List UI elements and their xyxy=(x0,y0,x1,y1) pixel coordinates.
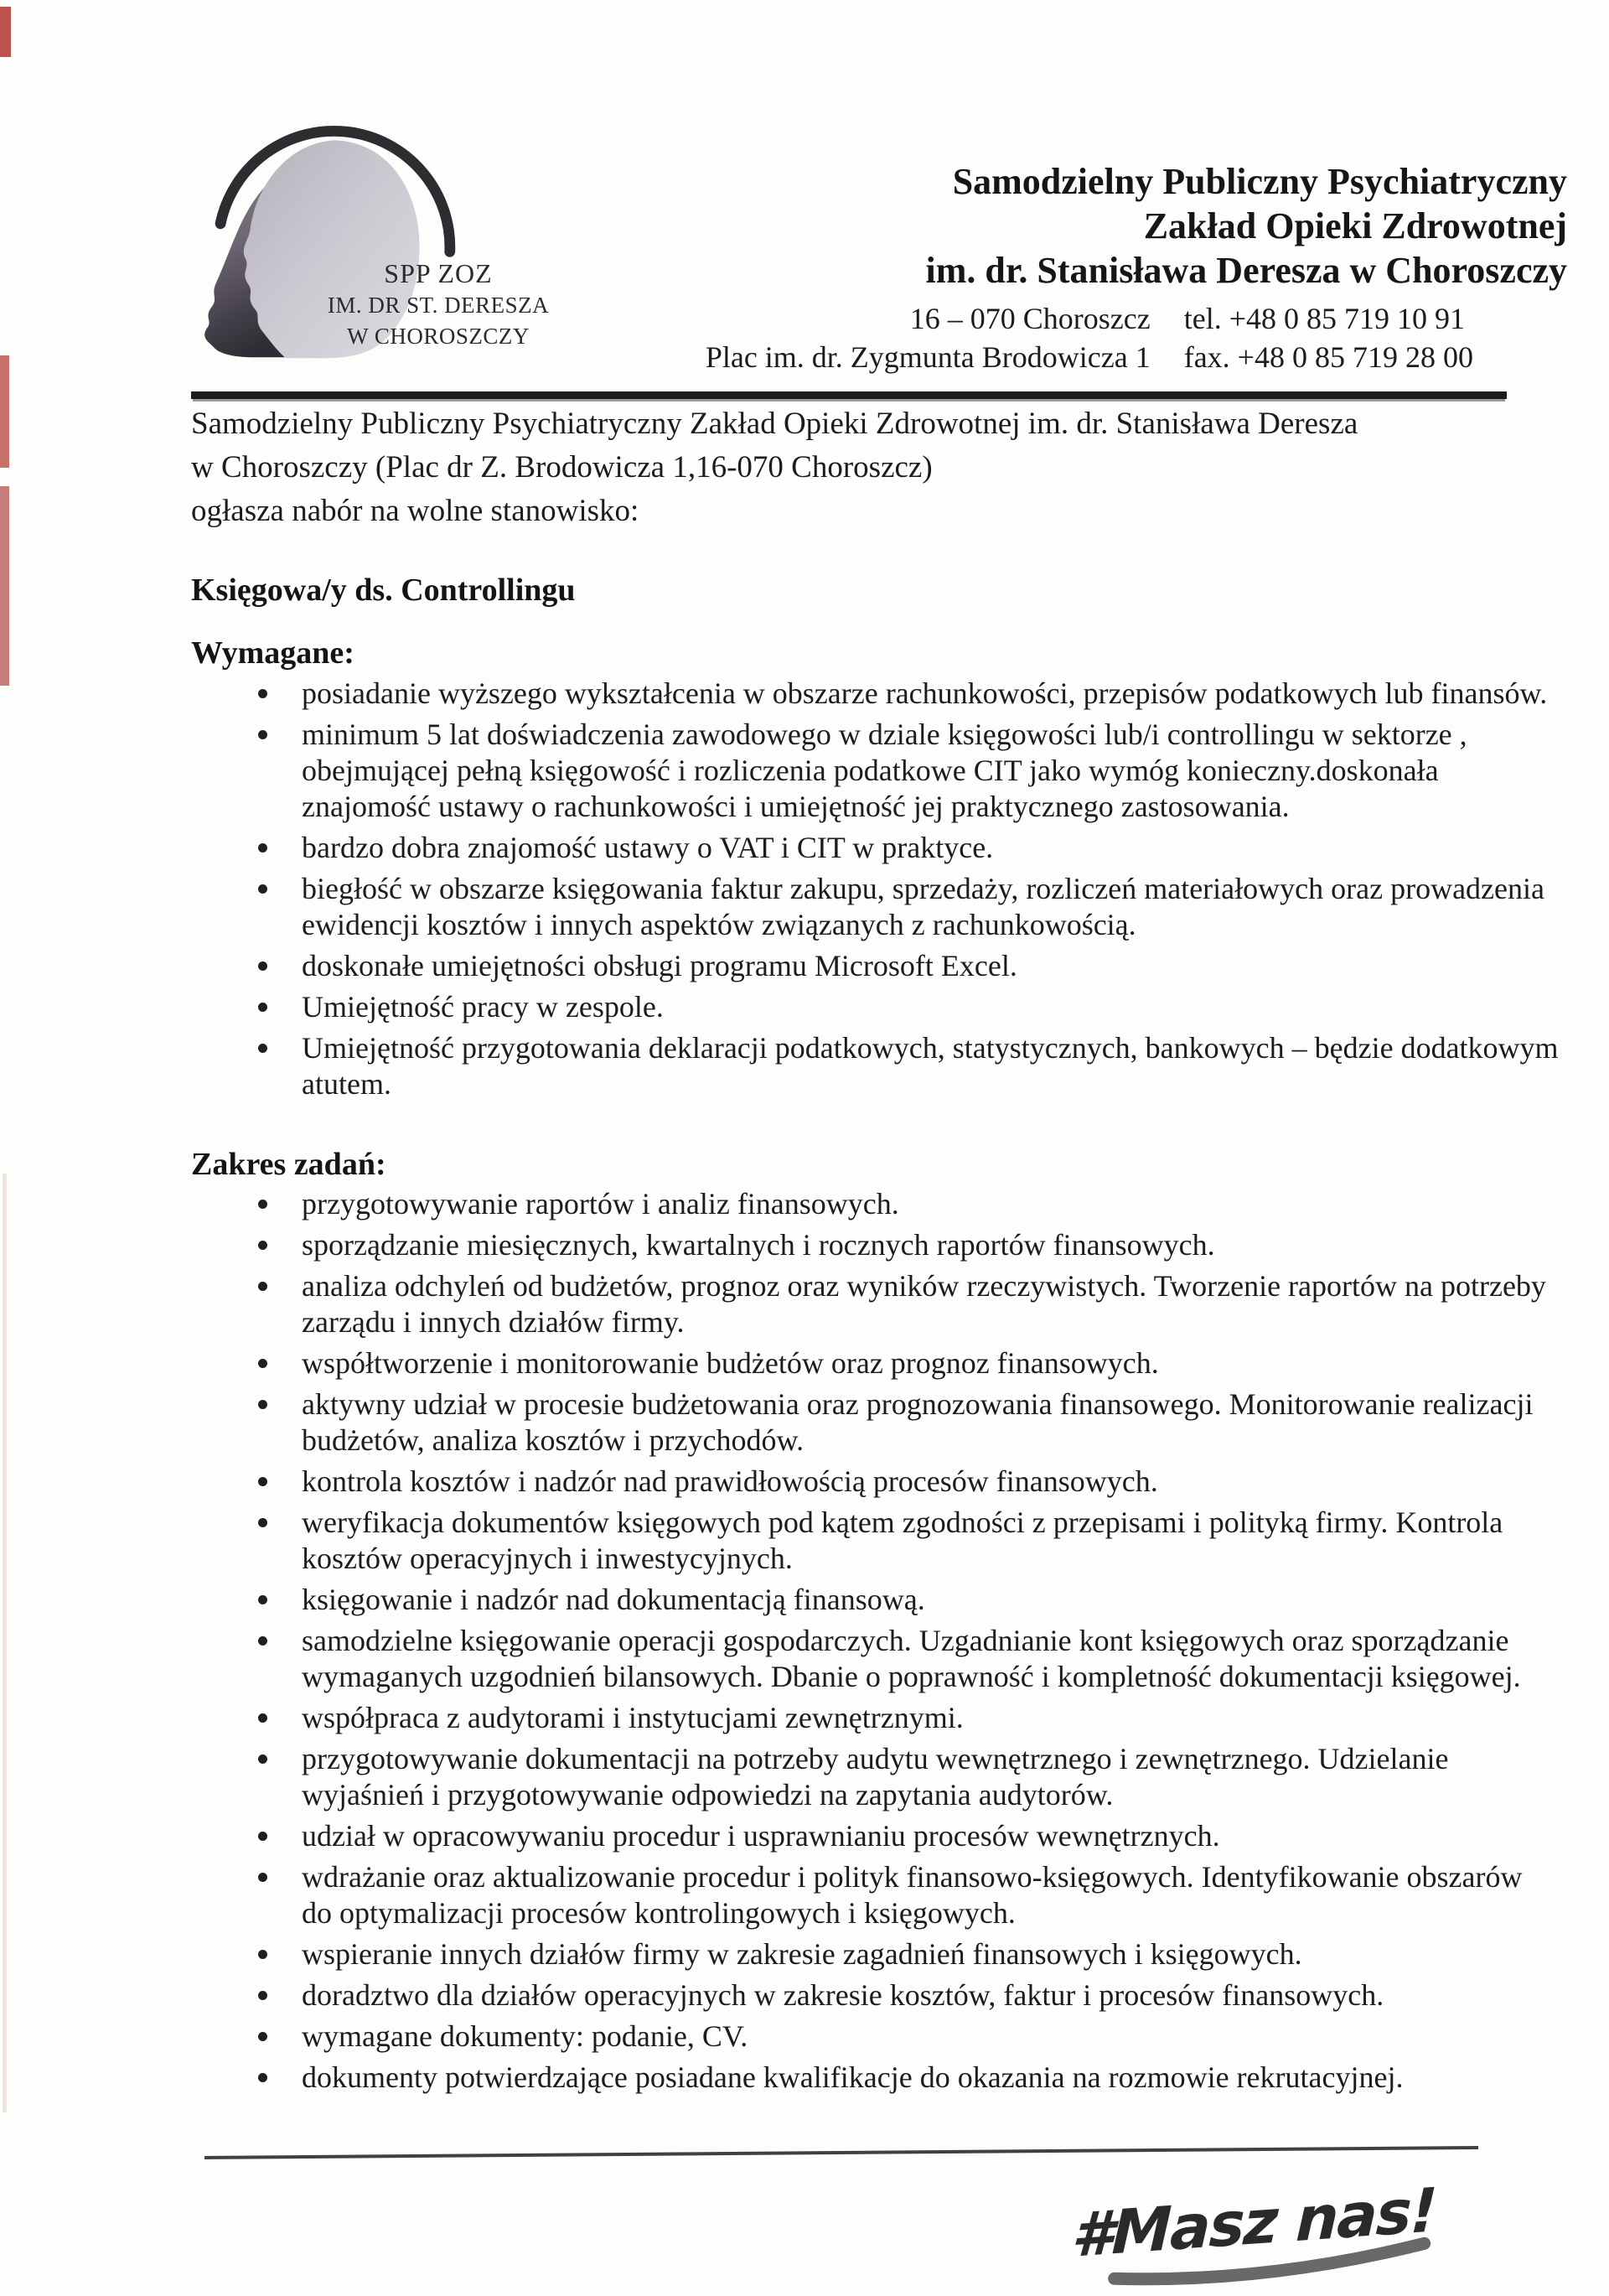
list-item: posiadanie wyższego wykształcenia w obszarze rachunkowości, przepisów podatkowych lub finansów. xyxy=(302,676,1559,712)
list-item: doskonałe umiejętności obsługi programu Microsoft Excel. xyxy=(302,948,1559,984)
list-item: weryfikacja dokumentów księgowych pod kątem zgodności z przepisami i polityką firmy. Kontrola kosztów operacyjnych i inwestycyjnych. xyxy=(302,1505,1559,1577)
hashtag-text: #Masz nas! xyxy=(1070,2175,1437,2272)
list-item: współpraca z audytorami i instytucjami zewnętrznymi. xyxy=(302,1700,1559,1736)
logo-acronym: SPP ZOZ xyxy=(384,258,493,288)
list-item: Umiejętność pracy w zespole. xyxy=(302,989,1559,1025)
section-heading-requirements: Wymagane: xyxy=(191,635,354,671)
job-position-title: Księgowa/y ds. Controllingu xyxy=(191,573,576,608)
intro-line: w Choroszczy (Plac dr Z. Brodowicza 1,16-070 Choroszcz) xyxy=(191,450,933,485)
scan-artifact xyxy=(0,355,9,468)
org-name-line-1: Samodzielny Publiczny Psychiatryczny xyxy=(952,161,1567,202)
org-phone: tel. +48 0 85 719 10 91 xyxy=(1183,302,1466,335)
list-item: wspieranie innych działów firmy w zakresie zagadnień finansowych i księgowych. xyxy=(302,1936,1559,1972)
org-fax: fax. +48 0 85 719 28 00 xyxy=(1183,340,1473,374)
tasks-list xyxy=(191,1186,1559,2101)
org-address-block xyxy=(706,299,1473,376)
letterhead-divider-rule xyxy=(191,391,1507,399)
intro-line: Samodzielny Publiczny Psychiatryczny Zakład Opieki Zdrowotnej im. dr. Stanisława Deresza xyxy=(191,407,1358,441)
list-item: dokumenty potwierdzające posiadane kwalifikacje do okazania na rozmowie rekrutacyjnej. xyxy=(302,2060,1559,2096)
list-item: doradztwo dla działów operacyjnych w zakresie kosztów, faktur i procesów finansowych. xyxy=(302,1977,1559,2014)
intro-paragraph xyxy=(191,402,1582,533)
footer-divider-rule xyxy=(204,2146,1478,2159)
list-item: księgowanie i nadzór nad dokumentacją finansową. xyxy=(302,1582,1559,1618)
org-street: Plac im. dr. Zygmunta Brodowicza 1 xyxy=(705,340,1151,374)
list-item: aktywny udział w procesie budżetowania oraz prognozowania finansowego. Monitorowanie realizacji budżetów, analiza kosztów i przychodów. xyxy=(302,1386,1559,1459)
org-postal-city: 16 – 070 Choroszcz xyxy=(909,302,1151,335)
requirements-list xyxy=(191,676,1559,1107)
list-item: bardzo dobra znajomość ustawy o VAT i CIT w praktyce. xyxy=(302,830,1559,866)
list-item: udział w opracowywaniu procedur i usprawnianiu procesów wewnętrznych. xyxy=(302,1818,1559,1854)
logo-text-block xyxy=(308,257,568,352)
list-item: kontrola kosztów i nadzór nad prawidłowością procesów finansowych. xyxy=(302,1464,1559,1500)
list-item: analiza odchyleń od budżetów, prognoz oraz wyników rzeczywistych. Tworzenie raportów na potrzeby zarządu i innych działów firmy. xyxy=(302,1268,1559,1340)
list-item: minimum 5 lat doświadczenia zawodowego w dziale księgowości lub/i controllingu w sektorze , obejmującej pełną księgowość i rozliczenia podatkowe CIT jako wymóg konieczny.doskonała znajomość ustawy o rachunkowości i umiejętność jej praktycznego zastosowania. xyxy=(302,717,1559,825)
list-item: przygotowywanie raportów i analiz finansowych. xyxy=(302,1186,1559,1222)
list-item: Umiejętność przygotowania deklaracji podatkowych, statystycznych, bankowych – będzie dodatkowym atutem. xyxy=(302,1031,1559,1101)
letterhead-org-block xyxy=(706,159,1567,376)
logo-city: W CHOROSZCZY xyxy=(347,324,530,349)
org-name-line-3: im. dr. Stanisława Deresza w Choroszczy xyxy=(925,250,1567,291)
scan-artifact xyxy=(3,1174,7,2112)
list-item: współtworzenie i monitorowanie budżetów oraz prognoz finansowych. xyxy=(302,1345,1559,1381)
intro-line: ogłasza nabór na wolne stanowisko: xyxy=(191,494,639,528)
list-item: biegłość w obszarze księgowania faktur zakupu, sprzedaży, rozliczeń materiałowych oraz prowadzenia ewidencji kosztów i innych aspektów związanych z rachunkowością. xyxy=(302,871,1559,943)
hashtag-logo xyxy=(1058,2153,1460,2296)
scan-artifact xyxy=(0,7,11,57)
list-item: wymagane dokumenty: podanie, CV. xyxy=(302,2019,1559,2055)
scan-artifact xyxy=(0,486,9,686)
list-item: przygotowywanie dokumentacji na potrzeby audytu wewnętrznego i zewnętrznego. Udzielanie wyjaśnień i przygotowywanie odpowiedzi na zapytania audytorów. xyxy=(302,1741,1559,1813)
list-item: samodzielne księgowanie operacji gospodarczych. Uzgadnianie kont księgowych oraz sporządzanie wymaganych uzgodnień bilansowych. Dbanie o poprawność i kompletność dokumentacji księgowej. xyxy=(302,1623,1559,1695)
list-item: sporządzanie miesięcznych, kwartalnych i rocznych raportów finansowych. xyxy=(302,1227,1559,1263)
list-item: wdrażanie oraz aktualizowanie procedur i polityk finansowo-księgowych. Identyfikowanie obszarów do optymalizacji procesów kontrolingowych i księgowych. xyxy=(302,1859,1559,1931)
logo-patron: IM. DR ST. DERESZA xyxy=(327,293,550,318)
org-name-line-2: Zakład Opieki Zdrowotnej xyxy=(1143,205,1567,246)
section-heading-tasks: Zakres zadań: xyxy=(191,1147,386,1182)
